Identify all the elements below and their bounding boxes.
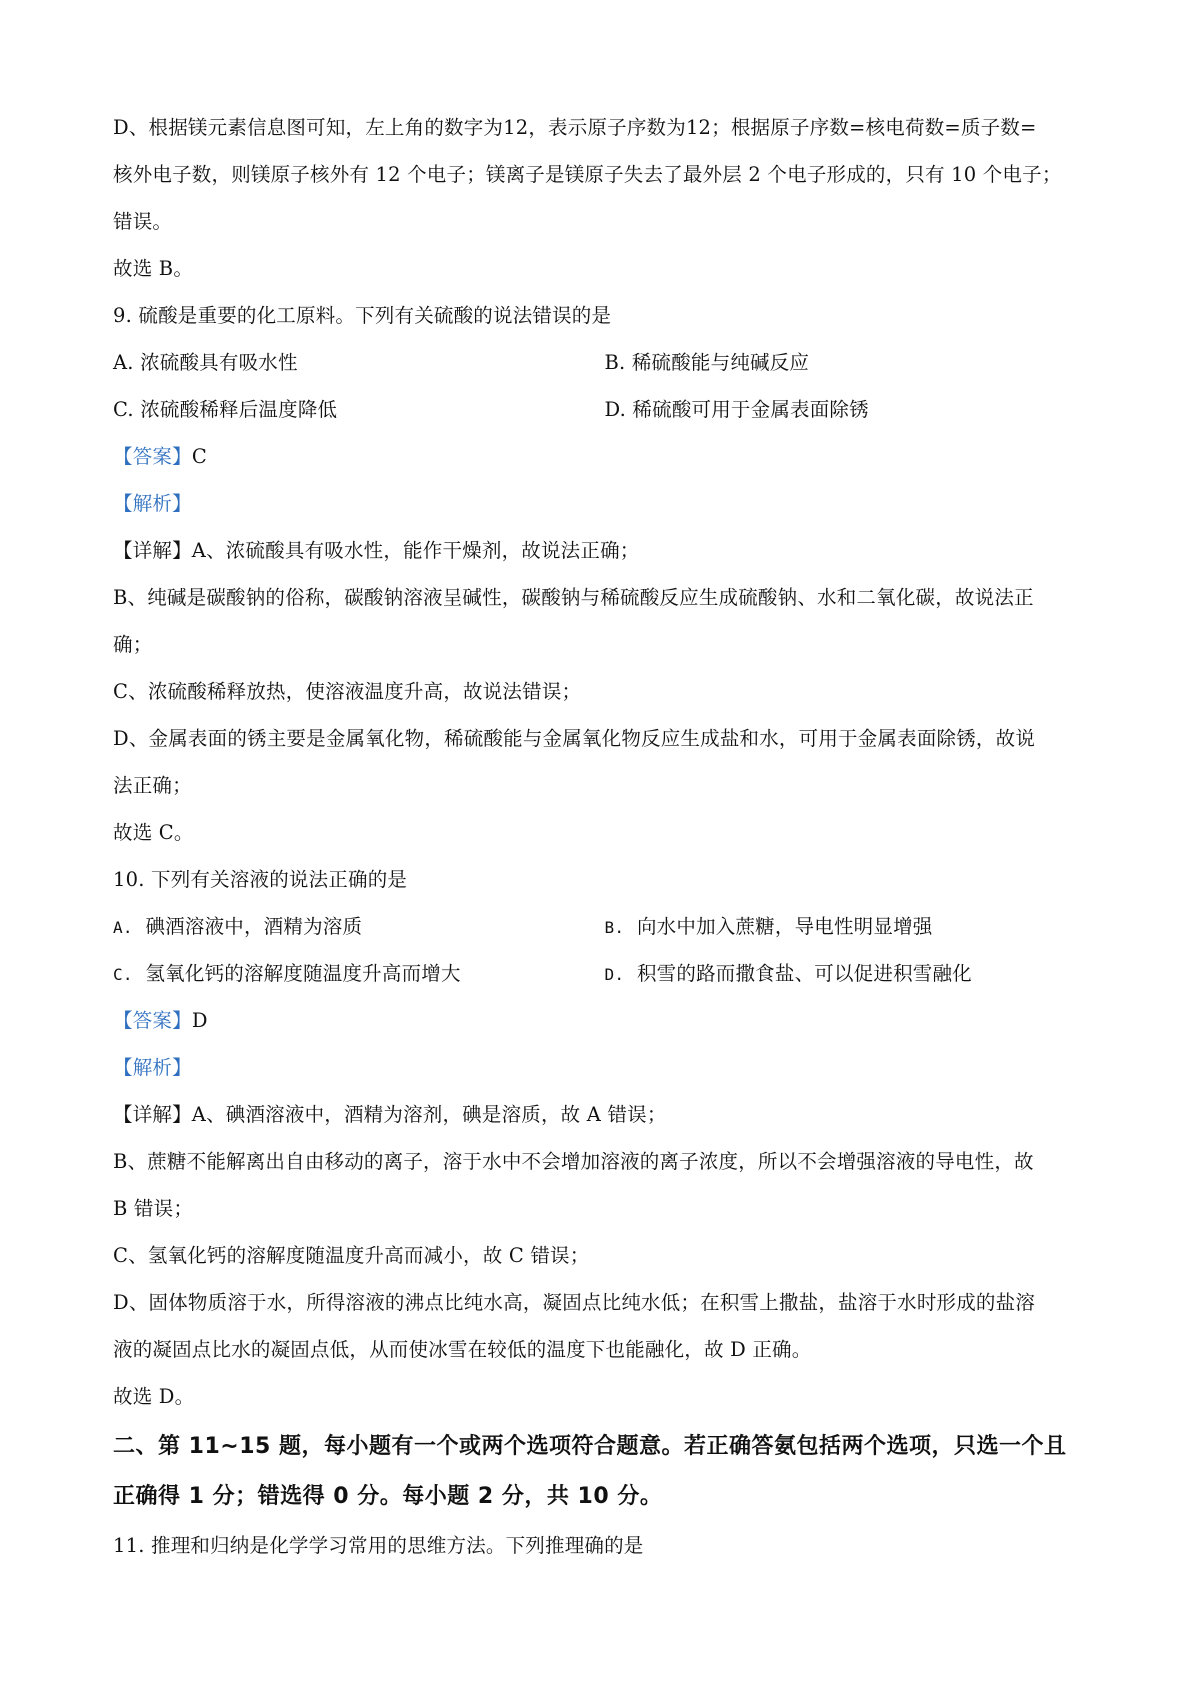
- question-10-detail-line: C、氢氧化钙的溶解度随温度升高而减小，故 C 错误；: [113, 1244, 590, 1267]
- question-10-detail-line: 【详解】A、碘酒溶液中，酒精为溶剂，碘是溶质，故 A 错误；: [113, 1103, 667, 1126]
- answer-tag: 【答案】: [113, 1009, 192, 1032]
- option-text: 氢氧化钙的溶解度随温度升高而增大: [145, 962, 461, 985]
- question-9-answer: [113, 433, 1096, 480]
- question-9-option-a: A. 浓硫酸具有吸水性: [113, 351, 298, 374]
- question-9-detail-line: 故选 C。: [113, 821, 194, 844]
- section-2-heading: 正确得 1 分；错选得 0 分。每小题 2 分，共 10 分。: [113, 1484, 663, 1509]
- question-10-detail-line: 液的凝固点比水的凝固点低，从而使冰雪在较低的温度下也能融化，故 D 正确。: [113, 1338, 812, 1361]
- question-9-option-c: C. 浓硫酸稀释后温度降低: [113, 398, 338, 421]
- text-line: 核外电子数，则镁原子核外有 12 个电子；镁离子是镁原子失去了最外层 2 个电子形成的，只有 10 个电子；: [113, 163, 1062, 186]
- question-9-detail-line: 法正确；: [113, 774, 192, 797]
- question-10-option-c: [113, 950, 605, 997]
- text-line: 错误。: [113, 210, 173, 233]
- question-9-option-b: B. 稀硫酸能与纯碱反应: [604, 351, 810, 374]
- question-10-detail-line: B、蔗糖不能解离出自由移动的离子，溶于水中不会增加溶液的离子浓度，所以不会增强溶液的导电性，故: [113, 1150, 1034, 1173]
- section-2-heading: 二、第 11~15 题，每小题有一个或两个选项符合题意。若正确答氨包括两个选项，只选一个且: [113, 1434, 1067, 1459]
- option-text: 碘酒溶液中，酒精为溶质: [145, 915, 363, 938]
- question-9-detail-line: 确；: [113, 633, 153, 656]
- question-10-analysis-heading: [113, 1044, 1096, 1091]
- question-10-options-row-1: [113, 903, 1096, 950]
- question-9-detail-line: 【详解】A、浓硫酸具有吸水性，能作干燥剂，故说法正确；: [113, 539, 640, 562]
- question-9-options-row-2: [113, 386, 1096, 433]
- analysis-tag: 【解析】: [113, 492, 192, 515]
- question-10-option-b: [605, 903, 1097, 950]
- question-10-option-a: [113, 903, 605, 950]
- analysis-tag: 【解析】: [113, 1056, 192, 1079]
- question-11-stem: 11. 推理和归纳是化学学习常用的思维方法。下列推理确的是: [113, 1534, 644, 1557]
- question-10-option-d: [605, 950, 1097, 997]
- answer-tag: 【答案】: [113, 445, 192, 468]
- question-9-detail-line: D、金属表面的锈主要是金属氧化物，稀硫酸能与金属氧化物反应生成盐和水，可用于金属表面除锈，故说: [113, 727, 1036, 750]
- option-text: 积雪的路而撒食盐、可以促进积雪融化: [636, 962, 972, 985]
- question-10-options-row-2: [113, 950, 1096, 997]
- option-letter: C.: [113, 965, 133, 984]
- question-9-detail-line: C、浓硫酸稀释放热，使溶液温度升高，故说法错误；: [113, 680, 582, 703]
- question-9-detail-line: B、纯碱是碳酸钠的俗称，碳酸钠溶液呈碱性，碳酸钠与稀硫酸反应生成硫酸钠、水和二氧化碳，故说法正: [113, 586, 1034, 609]
- question-10-detail-line: D、固体物质溶于水，所得溶液的沸点比纯水高，凝固点比纯水低；在积雪上撒盐，盐溶于水时形成的盐溶: [113, 1291, 1036, 1314]
- text-line: D、根据镁元素信息图可知，左上角的数字为12，表示原子序数为12；根据原子序数=核电荷数=质子数=: [113, 116, 1037, 139]
- option-text: 向水中加入蔗糖，导电性明显增强: [636, 915, 933, 938]
- text-line: 故选 B。: [113, 257, 194, 280]
- question-9-option-d: D. 稀硫酸可用于金属表面除锈: [604, 398, 869, 421]
- question-10-detail-line: B 错误；: [113, 1197, 194, 1220]
- option-letter: B.: [604, 918, 625, 937]
- option-letter: A.: [113, 918, 133, 937]
- question-9-analysis-heading: [113, 480, 1096, 527]
- option-letter: D.: [604, 965, 625, 984]
- question-10-answer: [113, 997, 1096, 1044]
- question-9-options-row-1: [113, 339, 1096, 386]
- question-9-stem: 9. 硫酸是重要的化工原料。下列有关硫酸的说法错误的是: [113, 304, 612, 327]
- answer-value: C: [191, 445, 207, 468]
- answer-value: D: [191, 1009, 208, 1032]
- question-10-stem: 10. 下列有关溶液的说法正确的是: [113, 868, 408, 891]
- question-10-detail-line: 故选 D。: [113, 1385, 195, 1408]
